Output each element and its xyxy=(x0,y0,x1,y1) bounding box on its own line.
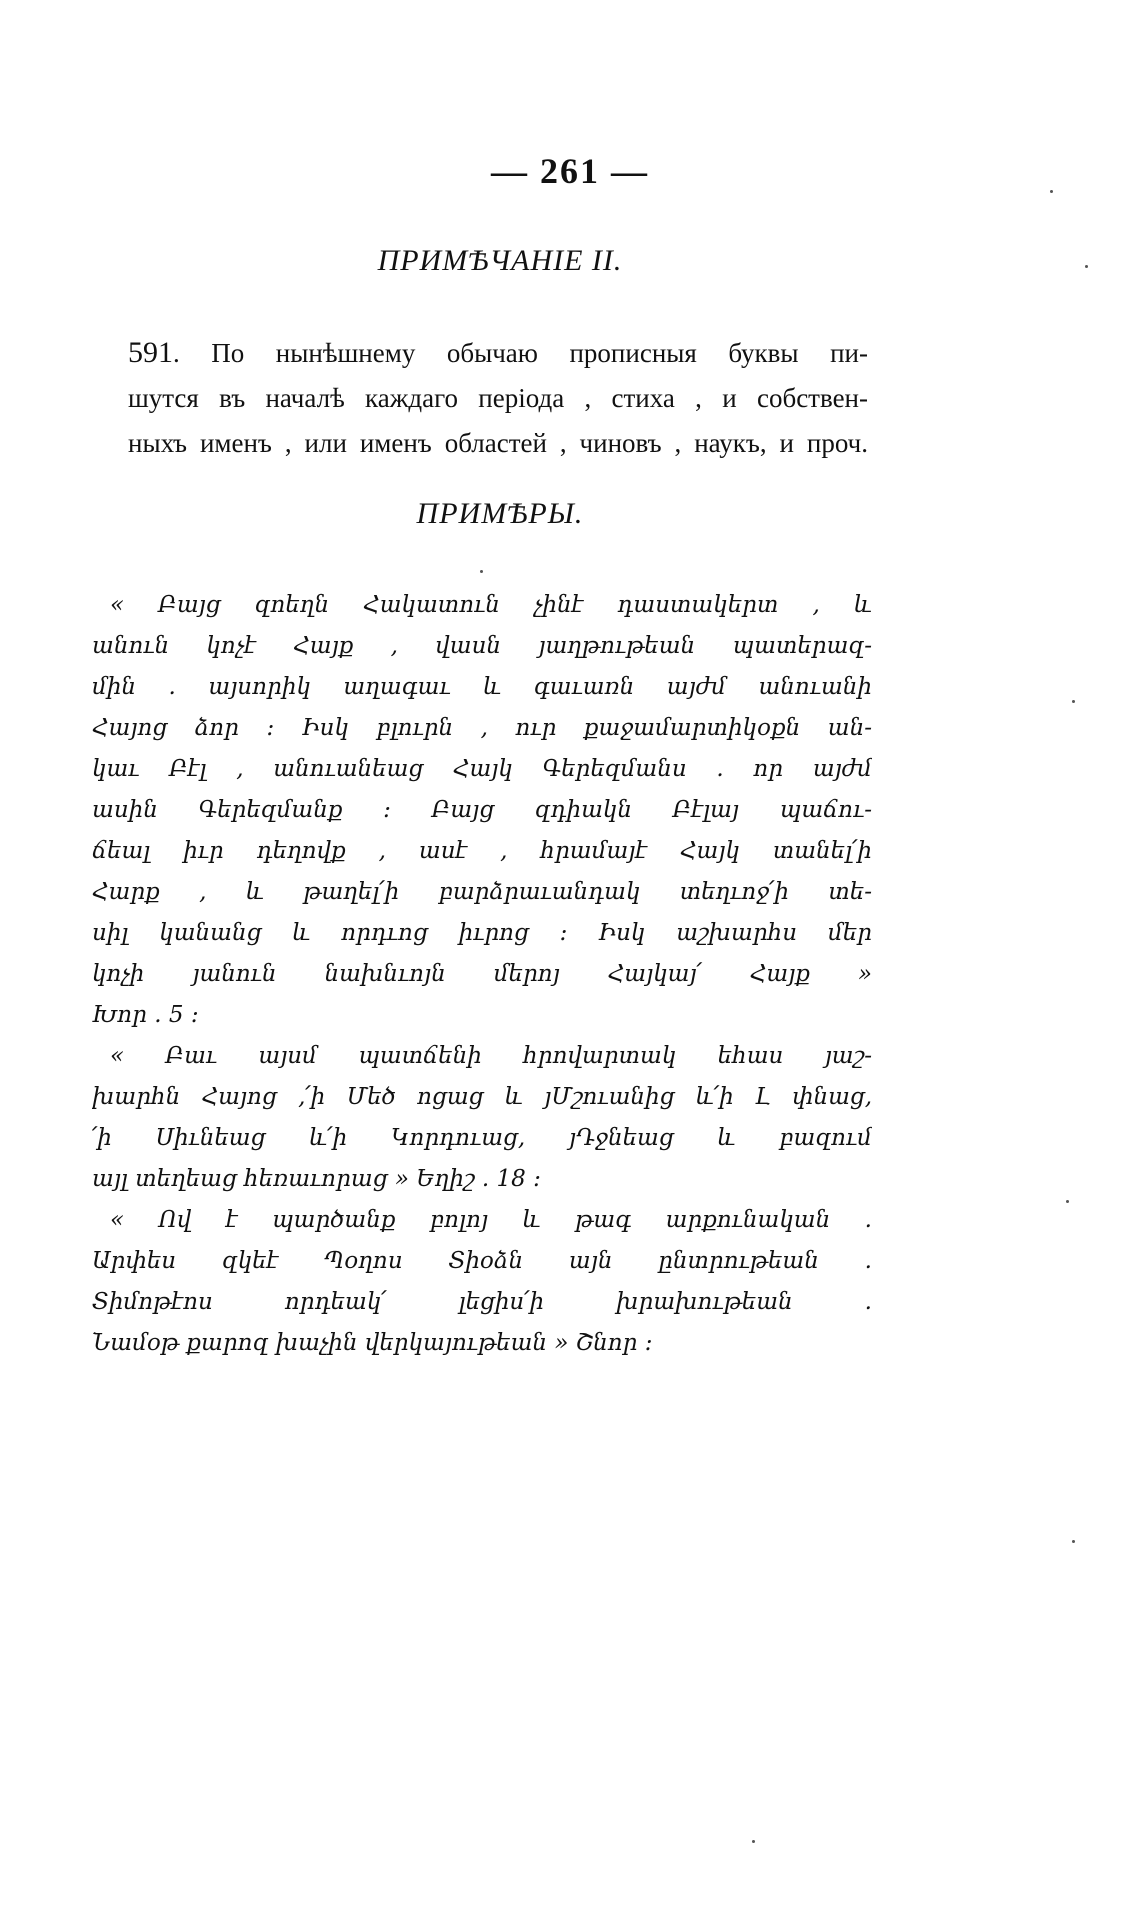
quote-line: ճեալ իւր դեղովք , ասէ , հրամայէ Հայկ տանել՛ի xyxy=(92,838,872,864)
quote-line: կաւ Բէլ , անուանեաց Հայկ Գերեզմանս . որ այժմ xyxy=(92,756,872,782)
quote-line: կոչի յանուն նախնւոյն մերոյ Հայկայ՛ Հայք » xyxy=(92,961,872,987)
quote-block xyxy=(92,1036,872,1200)
quote-line: Արփես զկեէ Պօղոս Տիօձն այն ընտրութեան . xyxy=(92,1248,872,1274)
quote-line: Նամօթ քարոզ խաչին վերկայութեան » Շնոր ։ xyxy=(92,1330,653,1356)
note-paragraph xyxy=(128,330,868,466)
paper-speck xyxy=(1072,700,1075,703)
quote-line: « Ով է պարծանք բոլոյ և թագ արքունական . xyxy=(110,1207,872,1233)
quote-line: Տիմոթէոս որդեակ՛ լեցիս՛ի խրախութեան . xyxy=(92,1289,872,1315)
quote-block xyxy=(92,585,872,1036)
page-number: — 261 — xyxy=(491,151,649,191)
quote-line: « Բաւ այսմ պատճենի հրովարտակ եհաս յաշ- xyxy=(110,1043,872,1069)
note-paragraph-line: ныхъ именъ , или именъ областей , чиновъ , наукъ, и проч. xyxy=(128,428,868,458)
quote-line: ՛ի Սիւնեաց և՛ի Կորդուաց, յԴջնեաց և բազում xyxy=(92,1125,872,1151)
quote-line: խարհն Հայոց ,՛ի Մեծ ոցաց և յՄշուանից և՛ի Լ փնաց, xyxy=(92,1084,872,1110)
quote-line: Խոր . 5 ։ xyxy=(92,1002,199,1028)
paper-speck xyxy=(752,1840,755,1843)
quote-line: Հարք , և թաղել՛ի բարձրաւանդակ տեղւոջ՛ի տե- xyxy=(92,879,872,905)
note-heading: ПРИМѢЧАНІЕ II. xyxy=(377,244,623,277)
paper-speck xyxy=(1050,190,1053,193)
quote-line: ասին Գերեզմանք ։ Բայց զդիակն Բէլայ պաճու- xyxy=(92,797,872,823)
paper-speck xyxy=(480,570,483,573)
paper-speck xyxy=(1072,1540,1075,1543)
note-paragraph-line: шутся въ началѣ каждаго періода , стиха , и собствен- xyxy=(128,383,868,413)
paragraph-number: 591 xyxy=(128,336,173,369)
note-paragraph-line: 591. По нынѣшнему обычаю прописныя буквы пи- xyxy=(128,336,868,369)
armenian-quotes xyxy=(92,585,872,1364)
paper-speck xyxy=(1066,1200,1069,1203)
quote-line: այլ տեղեաց հեռաւորաց » Եղիշ . 18 ։ xyxy=(92,1166,541,1192)
quote-block xyxy=(92,1200,872,1364)
quote-line: « Բայց զոեղն Հակատուն չինէ դաստակերտ , և xyxy=(110,592,872,618)
quote-line: մին . այսորիկ աղագաւ և գաւառն այժմ անուանի xyxy=(92,674,872,700)
quote-line: անուն կոչէ Հայք , վասն յաղթութեան պատերազ- xyxy=(92,633,872,659)
quote-line: սիլ կանանց և որդւոց իւրոց ։ Իսկ աշխարհս մեր xyxy=(92,920,872,946)
paper-speck xyxy=(1085,265,1088,268)
quote-line: Հայոց ձոր ։ Իսկ բլուրն , ուր քաջամարտիկօքն ան- xyxy=(92,715,872,741)
examples-heading: ПРИМѢРЫ. xyxy=(416,497,584,530)
